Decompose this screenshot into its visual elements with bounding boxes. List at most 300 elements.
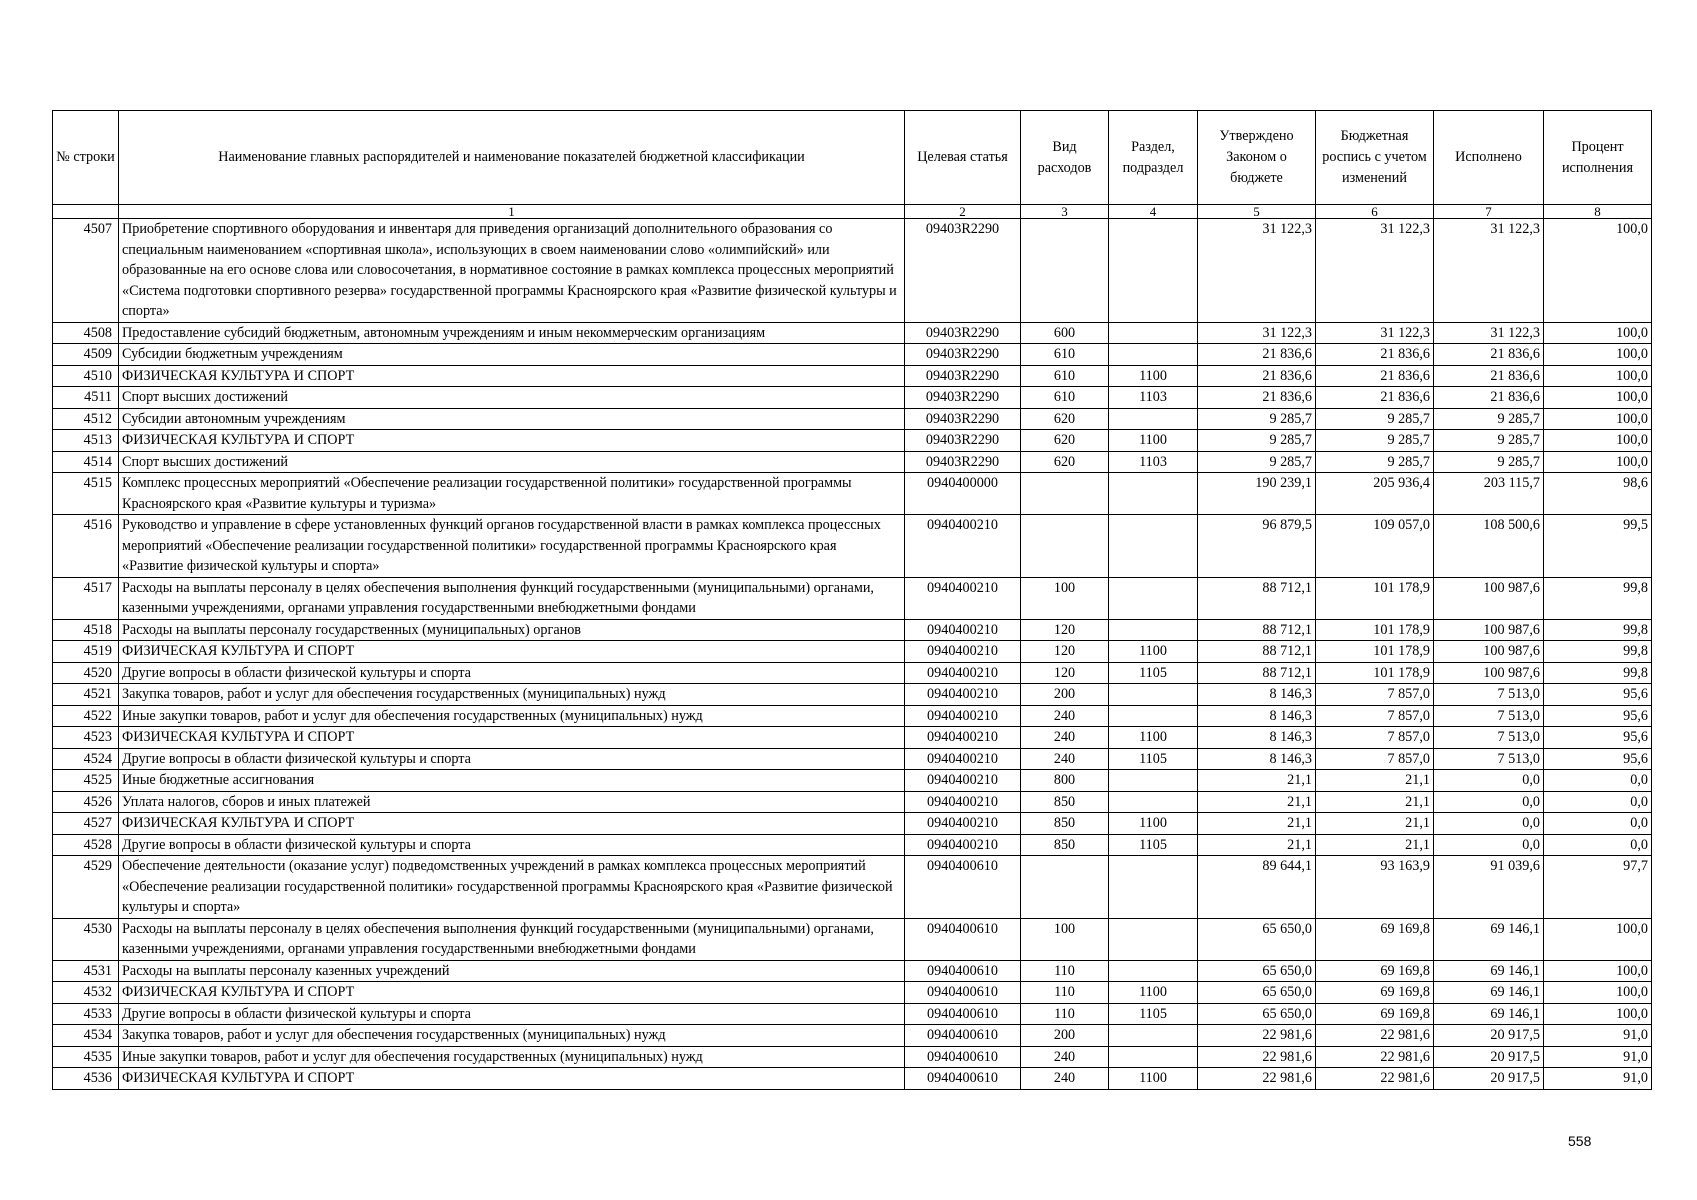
cell-target-article: 09403R2290 [905,387,1021,409]
cell-percent: 0,0 [1544,791,1652,813]
cell-budget-list: 101 178,9 [1316,619,1434,641]
table-row [53,408,1652,430]
cell-percent: 100,0 [1544,408,1652,430]
cell-executed: 69 146,1 [1434,918,1544,960]
cell-expense-type: 610 [1021,344,1109,366]
header-target-article: Целевая статья [905,111,1021,205]
cell-row-no: 4528 [53,834,119,856]
cell-budget-list: 109 057,0 [1316,515,1434,578]
cell-approved: 22 981,6 [1198,1046,1316,1068]
cell-budget-list: 21,1 [1316,791,1434,813]
cell-executed: 69 146,1 [1434,1003,1544,1025]
cell-approved: 22 981,6 [1198,1025,1316,1047]
cell-approved: 88 712,1 [1198,577,1316,619]
cell-target-article: 0940400610 [905,856,1021,919]
table-row [53,727,1652,749]
cell-approved: 21 836,6 [1198,365,1316,387]
column-number: 8 [1544,205,1652,219]
table-row [53,430,1652,452]
cell-budget-list: 21,1 [1316,834,1434,856]
cell-target-article: 09403R2290 [905,451,1021,473]
table-row [53,1068,1652,1090]
cell-target-article: 0940400210 [905,834,1021,856]
table-row [53,856,1652,919]
cell-name: Расходы на выплаты персоналу в целях обеспечения выполнения функций государственными (муниципальными) органами, казенными учреждениями, органами управления государственными внебюджетными фондами [119,918,905,960]
cell-target-article: 0940400610 [905,982,1021,1004]
cell-section [1109,619,1198,641]
cell-target-article: 0940400210 [905,641,1021,663]
cell-name: Иные закупки товаров, работ и услуг для обеспечения государственных (муниципальных) нужд [119,1046,905,1068]
cell-executed: 20 917,5 [1434,1068,1544,1090]
table-row [53,577,1652,619]
cell-section [1109,344,1198,366]
cell-percent: 0,0 [1544,834,1652,856]
header-expense-type: Вид расходов [1021,111,1109,205]
table-row [53,1046,1652,1068]
cell-approved: 21,1 [1198,813,1316,835]
table-row [53,219,1652,323]
cell-percent: 99,8 [1544,662,1652,684]
cell-percent: 91,0 [1544,1025,1652,1047]
cell-name: Расходы на выплаты персоналу государственных (муниципальных) органов [119,619,905,641]
header-name: Наименование главных распорядителей и наименование показателей бюджетной классификации [119,111,905,205]
cell-section: 1100 [1109,727,1198,749]
cell-section: 1100 [1109,430,1198,452]
cell-budget-list: 7 857,0 [1316,684,1434,706]
cell-budget-list: 9 285,7 [1316,408,1434,430]
cell-percent: 95,6 [1544,727,1652,749]
cell-percent: 100,0 [1544,387,1652,409]
cell-approved: 21,1 [1198,770,1316,792]
cell-row-no: 4519 [53,641,119,663]
cell-percent: 99,8 [1544,641,1652,663]
cell-executed: 31 122,3 [1434,219,1544,323]
cell-percent: 98,6 [1544,473,1652,515]
cell-approved: 8 146,3 [1198,748,1316,770]
table-row [53,918,1652,960]
cell-budget-list: 21 836,6 [1316,387,1434,409]
cell-name: ФИЗИЧЕСКАЯ КУЛЬТУРА И СПОРТ [119,641,905,663]
cell-target-article: 0940400210 [905,662,1021,684]
cell-expense-type [1021,515,1109,578]
cell-approved: 21,1 [1198,834,1316,856]
cell-section: 1105 [1109,662,1198,684]
cell-expense-type: 240 [1021,705,1109,727]
cell-target-article: 0940400210 [905,813,1021,835]
cell-expense-type [1021,219,1109,323]
cell-executed: 21 836,6 [1434,344,1544,366]
cell-row-no: 4522 [53,705,119,727]
cell-row-no: 4514 [53,451,119,473]
cell-row-no: 4524 [53,748,119,770]
cell-expense-type: 120 [1021,641,1109,663]
cell-row-no: 4531 [53,960,119,982]
cell-percent: 100,0 [1544,219,1652,323]
table-row [53,322,1652,344]
cell-expense-type: 850 [1021,813,1109,835]
cell-budget-list: 101 178,9 [1316,577,1434,619]
cell-budget-list: 22 981,6 [1316,1046,1434,1068]
cell-executed: 21 836,6 [1434,387,1544,409]
cell-name: Расходы на выплаты персоналу казенных учреждений [119,960,905,982]
cell-expense-type: 240 [1021,1068,1109,1090]
table-row [53,387,1652,409]
cell-approved: 9 285,7 [1198,430,1316,452]
cell-percent: 95,6 [1544,705,1652,727]
cell-target-article: 09403R2290 [905,430,1021,452]
cell-target-article: 0940400210 [905,748,1021,770]
cell-budget-list: 69 169,8 [1316,982,1434,1004]
cell-expense-type: 110 [1021,982,1109,1004]
cell-expense-type: 850 [1021,791,1109,813]
cell-percent: 100,0 [1544,430,1652,452]
cell-approved: 9 285,7 [1198,408,1316,430]
cell-budget-list: 7 857,0 [1316,748,1434,770]
cell-approved: 31 122,3 [1198,322,1316,344]
cell-approved: 21 836,6 [1198,344,1316,366]
header-executed: Исполнено [1434,111,1544,205]
cell-percent: 100,0 [1544,1003,1652,1025]
table-row [53,982,1652,1004]
cell-approved: 88 712,1 [1198,641,1316,663]
cell-expense-type: 600 [1021,322,1109,344]
cell-target-article: 0940400000 [905,473,1021,515]
cell-budget-list: 31 122,3 [1316,322,1434,344]
cell-target-article: 0940400610 [905,918,1021,960]
header-row-no: № строки [53,111,119,205]
cell-name: Уплата налогов, сборов и иных платежей [119,791,905,813]
cell-row-no: 4536 [53,1068,119,1090]
column-number: 1 [119,205,905,219]
table-row [53,365,1652,387]
cell-row-no: 4523 [53,727,119,749]
cell-executed: 100 987,6 [1434,619,1544,641]
cell-section [1109,856,1198,919]
table-row [53,748,1652,770]
table-row [53,641,1652,663]
cell-name: ФИЗИЧЕСКАЯ КУЛЬТУРА И СПОРТ [119,430,905,452]
cell-name: Другие вопросы в области физической культуры и спорта [119,834,905,856]
cell-executed: 0,0 [1434,791,1544,813]
cell-name: Обеспечение деятельности (оказание услуг) подведомственных учреждений в рамках комплекса процессных мероприятий «Обеспечение реализации государственной политики» государственной программы Красноярского края «Развитие физической культуры и спорта» [119,856,905,919]
cell-executed: 203 115,7 [1434,473,1544,515]
table-row [53,473,1652,515]
cell-name: ФИЗИЧЕСКАЯ КУЛЬТУРА И СПОРТ [119,365,905,387]
cell-approved: 65 650,0 [1198,982,1316,1004]
budget-table [52,110,1652,1090]
cell-name: Иные бюджетные ассигнования [119,770,905,792]
cell-name: ФИЗИЧЕСКАЯ КУЛЬТУРА И СПОРТ [119,727,905,749]
table-row [53,619,1652,641]
cell-approved: 89 644,1 [1198,856,1316,919]
table-row [53,705,1652,727]
table-row [53,791,1652,813]
cell-name: Иные закупки товаров, работ и услуг для обеспечения государственных (муниципальных) нужд [119,705,905,727]
cell-row-no: 4516 [53,515,119,578]
cell-executed: 100 987,6 [1434,577,1544,619]
cell-budget-list: 101 178,9 [1316,662,1434,684]
cell-budget-list: 21,1 [1316,813,1434,835]
cell-name: Закупка товаров, работ и услуг для обеспечения государственных (муниципальных) нужд [119,1025,905,1047]
cell-executed: 0,0 [1434,770,1544,792]
cell-name: Руководство и управление в сфере установленных функций органов государственной власти в рамках комплекса процессных мероприятий «Обеспечение реализации государственной политики» государственной программы Красноярского края «Развитие физической культуры и спорта» [119,515,905,578]
cell-section: 1100 [1109,982,1198,1004]
cell-section [1109,1046,1198,1068]
cell-target-article: 0940400210 [905,515,1021,578]
cell-row-no: 4534 [53,1025,119,1047]
header-budget-list: Бюджетная роспись с учетом изменений [1316,111,1434,205]
cell-approved: 8 146,3 [1198,727,1316,749]
cell-budget-list: 205 936,4 [1316,473,1434,515]
cell-name: Комплекс процессных мероприятий «Обеспечение реализации государственной политики» государственной программы Красноярского края «Развитие культуры и туризма» [119,473,905,515]
cell-row-no: 4512 [53,408,119,430]
cell-expense-type [1021,473,1109,515]
cell-row-no: 4533 [53,1003,119,1025]
cell-percent: 99,8 [1544,619,1652,641]
cell-percent: 100,0 [1544,451,1652,473]
cell-budget-list: 69 169,8 [1316,918,1434,960]
column-number: 4 [1109,205,1198,219]
column-number: 6 [1316,205,1434,219]
cell-name: Расходы на выплаты персоналу в целях обеспечения выполнения функций государственными (муниципальными) органами, казенными учреждениями, органами управления государственными внебюджетными фондами [119,577,905,619]
cell-row-no: 4507 [53,219,119,323]
cell-section: 1105 [1109,1003,1198,1025]
cell-expense-type: 110 [1021,1003,1109,1025]
cell-executed: 21 836,6 [1434,365,1544,387]
cell-executed: 31 122,3 [1434,322,1544,344]
cell-section [1109,770,1198,792]
cell-expense-type: 800 [1021,770,1109,792]
cell-budget-list: 21 836,6 [1316,365,1434,387]
cell-budget-list: 22 981,6 [1316,1025,1434,1047]
cell-expense-type: 850 [1021,834,1109,856]
cell-executed: 9 285,7 [1434,408,1544,430]
cell-approved: 22 981,6 [1198,1068,1316,1090]
cell-row-no: 4525 [53,770,119,792]
table-row [53,834,1652,856]
header-row [53,111,1652,205]
header-section: Раздел, подраздел [1109,111,1198,205]
column-number: 2 [905,205,1021,219]
cell-budget-list: 31 122,3 [1316,219,1434,323]
cell-approved: 21,1 [1198,791,1316,813]
cell-percent: 0,0 [1544,770,1652,792]
cell-approved: 190 239,1 [1198,473,1316,515]
cell-section [1109,322,1198,344]
cell-section [1109,219,1198,323]
cell-approved: 8 146,3 [1198,705,1316,727]
cell-target-article: 0940400210 [905,770,1021,792]
cell-executed: 91 039,6 [1434,856,1544,919]
cell-target-article: 0940400610 [905,960,1021,982]
cell-expense-type: 620 [1021,430,1109,452]
cell-row-no: 4509 [53,344,119,366]
table-row [53,770,1652,792]
cell-target-article: 09403R2290 [905,365,1021,387]
cell-percent: 100,0 [1544,982,1652,1004]
cell-percent: 0,0 [1544,813,1652,835]
cell-budget-list: 9 285,7 [1316,451,1434,473]
table-row [53,684,1652,706]
cell-percent: 95,6 [1544,748,1652,770]
cell-name: Субсидии автономным учреждениям [119,408,905,430]
cell-target-article: 0940400610 [905,1025,1021,1047]
cell-expense-type: 200 [1021,1025,1109,1047]
cell-target-article: 09403R2290 [905,322,1021,344]
cell-executed: 69 146,1 [1434,982,1544,1004]
cell-row-no: 4508 [53,322,119,344]
cell-target-article: 0940400210 [905,705,1021,727]
cell-section [1109,705,1198,727]
cell-target-article: 0940400610 [905,1003,1021,1025]
cell-executed: 9 285,7 [1434,451,1544,473]
cell-target-article: 0940400210 [905,577,1021,619]
cell-section: 1100 [1109,641,1198,663]
table-row [53,451,1652,473]
cell-section: 1100 [1109,1068,1198,1090]
cell-section: 1105 [1109,748,1198,770]
cell-target-article: 0940400210 [905,791,1021,813]
cell-executed: 20 917,5 [1434,1025,1544,1047]
cell-executed: 0,0 [1434,834,1544,856]
cell-budget-list: 7 857,0 [1316,727,1434,749]
cell-percent: 99,8 [1544,577,1652,619]
cell-budget-list: 21,1 [1316,770,1434,792]
cell-budget-list: 93 163,9 [1316,856,1434,919]
cell-executed: 20 917,5 [1434,1046,1544,1068]
cell-percent: 95,6 [1544,684,1652,706]
cell-row-no: 4530 [53,918,119,960]
header-percent: Процент исполнения [1544,111,1652,205]
cell-name: Субсидии бюджетным учреждениям [119,344,905,366]
cell-target-article: 09403R2290 [905,344,1021,366]
cell-expense-type: 240 [1021,727,1109,749]
cell-row-no: 4529 [53,856,119,919]
cell-approved: 21 836,6 [1198,387,1316,409]
column-number-blank [53,205,119,219]
cell-approved: 88 712,1 [1198,619,1316,641]
column-number: 7 [1434,205,1544,219]
column-number: 5 [1198,205,1316,219]
cell-executed: 7 513,0 [1434,748,1544,770]
cell-percent: 91,0 [1544,1046,1652,1068]
cell-section [1109,577,1198,619]
cell-row-no: 4526 [53,791,119,813]
cell-expense-type: 100 [1021,918,1109,960]
cell-budget-list: 7 857,0 [1316,705,1434,727]
cell-section [1109,918,1198,960]
cell-expense-type: 620 [1021,451,1109,473]
cell-percent: 91,0 [1544,1068,1652,1090]
cell-percent: 100,0 [1544,322,1652,344]
cell-expense-type: 120 [1021,662,1109,684]
cell-name: ФИЗИЧЕСКАЯ КУЛЬТУРА И СПОРТ [119,813,905,835]
cell-budget-list: 9 285,7 [1316,430,1434,452]
cell-section [1109,1025,1198,1047]
cell-row-no: 4511 [53,387,119,409]
cell-executed: 100 987,6 [1434,662,1544,684]
cell-budget-list: 21 836,6 [1316,344,1434,366]
cell-expense-type: 610 [1021,387,1109,409]
cell-section [1109,684,1198,706]
cell-target-article: 09403R2290 [905,408,1021,430]
cell-name: Спорт высших достижений [119,451,905,473]
cell-target-article: 0940400610 [905,1046,1021,1068]
cell-row-no: 4520 [53,662,119,684]
cell-section: 1100 [1109,365,1198,387]
column-number-row [53,205,1652,219]
cell-expense-type: 240 [1021,1046,1109,1068]
cell-budget-list: 69 169,8 [1316,1003,1434,1025]
cell-percent: 100,0 [1544,365,1652,387]
cell-target-article: 0940400610 [905,1068,1021,1090]
cell-row-no: 4518 [53,619,119,641]
cell-row-no: 4521 [53,684,119,706]
cell-row-no: 4510 [53,365,119,387]
page-number: 558 [1568,1133,1592,1149]
cell-section [1109,960,1198,982]
table-row [53,515,1652,578]
cell-percent: 100,0 [1544,344,1652,366]
cell-expense-type: 240 [1021,748,1109,770]
cell-section: 1105 [1109,834,1198,856]
table-row [53,813,1652,835]
header-approved: Утверждено Законом о бюджете [1198,111,1316,205]
cell-approved: 65 650,0 [1198,918,1316,960]
cell-approved: 65 650,0 [1198,960,1316,982]
cell-executed: 7 513,0 [1434,727,1544,749]
cell-approved: 9 285,7 [1198,451,1316,473]
cell-section [1109,473,1198,515]
cell-budget-list: 69 169,8 [1316,960,1434,982]
cell-name: Другие вопросы в области физической культуры и спорта [119,662,905,684]
cell-budget-list: 101 178,9 [1316,641,1434,663]
column-number: 3 [1021,205,1109,219]
cell-budget-list: 22 981,6 [1316,1068,1434,1090]
cell-section [1109,408,1198,430]
cell-expense-type: 110 [1021,960,1109,982]
table-body [53,219,1652,1090]
cell-executed: 69 146,1 [1434,960,1544,982]
cell-row-no: 4527 [53,813,119,835]
cell-row-no: 4515 [53,473,119,515]
cell-section: 1103 [1109,451,1198,473]
cell-name: ФИЗИЧЕСКАЯ КУЛЬТУРА И СПОРТ [119,982,905,1004]
cell-expense-type: 200 [1021,684,1109,706]
cell-approved: 65 650,0 [1198,1003,1316,1025]
cell-name: ФИЗИЧЕСКАЯ КУЛЬТУРА И СПОРТ [119,1068,905,1090]
cell-row-no: 4532 [53,982,119,1004]
cell-executed: 0,0 [1434,813,1544,835]
cell-approved: 31 122,3 [1198,219,1316,323]
cell-row-no: 4517 [53,577,119,619]
cell-expense-type: 120 [1021,619,1109,641]
cell-name: Закупка товаров, работ и услуг для обеспечения государственных (муниципальных) нужд [119,684,905,706]
table-row [53,1003,1652,1025]
cell-expense-type [1021,856,1109,919]
table-row [53,960,1652,982]
cell-target-article: 09403R2290 [905,219,1021,323]
cell-percent: 97,7 [1544,856,1652,919]
cell-expense-type: 610 [1021,365,1109,387]
cell-row-no: 4513 [53,430,119,452]
cell-expense-type: 100 [1021,577,1109,619]
cell-section: 1103 [1109,387,1198,409]
cell-executed: 9 285,7 [1434,430,1544,452]
cell-approved: 88 712,1 [1198,662,1316,684]
cell-target-article: 0940400210 [905,619,1021,641]
cell-name: Другие вопросы в области физической культуры и спорта [119,1003,905,1025]
